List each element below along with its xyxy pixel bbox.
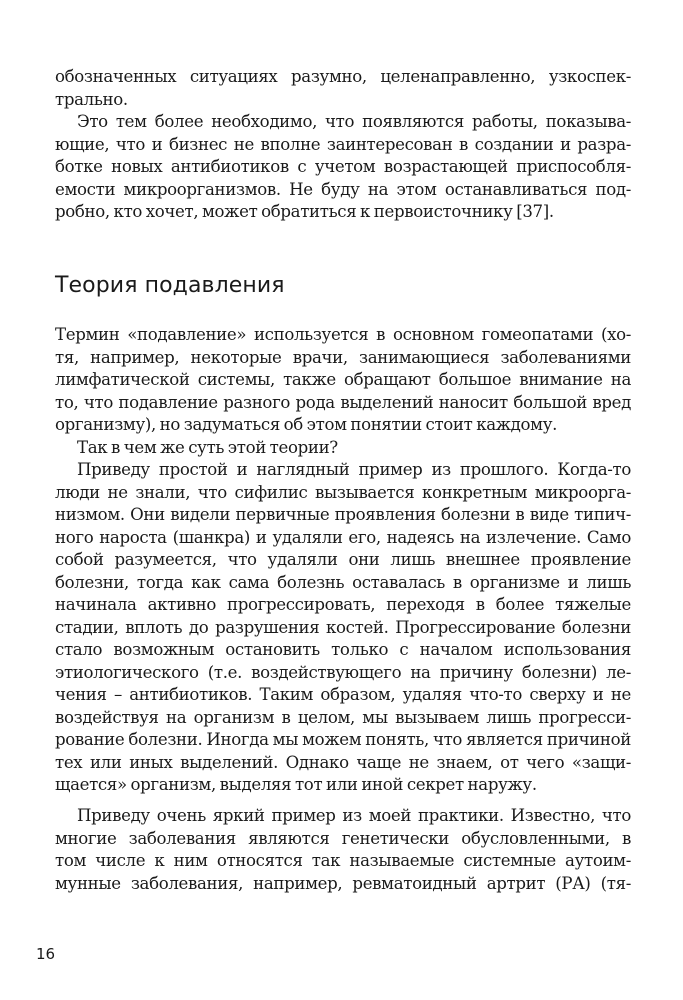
text-line: мунные заболевания, например, ревматоидный артрит (РА) (тя-: [55, 873, 631, 893]
text-line: Приведу очень яркий пример из моей практики. Известно, что: [77, 806, 631, 825]
text-block-intro: [55, 66, 631, 224]
section-heading: Теория подавления: [55, 273, 285, 298]
text-line: том числе к ним относятся так называемые системные аутоим-: [55, 851, 631, 870]
text-line: собой разумеется, что удаляли они лишь внешнее проявление: [55, 550, 631, 569]
text-line: воздействуя на организм в целом, мы вызываем лишь прогресси-: [55, 707, 631, 727]
text-line: Это тем более необходимо, что появляются работы, показыва-: [77, 112, 631, 131]
text-line: Термин «подавление» используется в основном гомеопатами (хо-: [55, 325, 631, 344]
text-line: низмом. Они видели первичные проявления болезни в виде типич-: [55, 505, 631, 524]
text-line: емости микроорганизмов. Не буду на этом останавливаться под-: [55, 179, 631, 199]
section-heading-block: [55, 272, 285, 300]
text-line: то, что подавление разного рода выделений наносит большой вред: [55, 392, 631, 412]
text-block-practice: [55, 805, 631, 895]
text-line: рование болезни. Иногда мы можем понять, что является причиной: [55, 730, 631, 749]
text-line: стадии, вплоть до разрушения костей. Прогрессирование болезни: [55, 617, 631, 637]
text-line: тех или иных выделений. Однако чаще не знаем, от чего «защи-: [55, 752, 631, 772]
text-line: щается» организм, выделяя тот или иной секрет наружу.: [55, 775, 537, 794]
text-line: тя, например, некоторые врачи, занимающиеся заболеваниями: [55, 347, 631, 367]
text-line: ющие, что и бизнес не вполне заинтересован в создании и разра-: [55, 134, 631, 154]
text-line: трально.: [55, 89, 128, 109]
text-line: ного нароста (шанкра) и удаляли его, надеясь на излечение. Само: [55, 527, 631, 547]
text-line: начинала активно прогрессировать, переходя в более тяжелые: [55, 595, 631, 614]
text-line: болезни, тогда как сама болезнь оставалась в организме и лишь: [55, 572, 631, 592]
text-line: люди не знали, что сифилис вызывается конкретным микроорга-: [55, 482, 631, 502]
text-line: робно, кто хочет, может обратиться к первоисточнику [37].: [55, 202, 554, 221]
text-line: лимфатической системы, также обращают большое внимание на: [55, 370, 631, 389]
text-line: чения – антибиотиков. Таким образом, удаляя что-то сверху и не: [55, 685, 631, 704]
text-block-suppression: [55, 324, 631, 797]
text-line: этиологического (т.е. воздействующего на причину болезни) ле-: [55, 662, 631, 682]
text-line: Приведу простой и наглядный пример из прошлого. Когда-то: [77, 460, 631, 479]
text-line: стало возможным остановить только с началом использования: [55, 640, 631, 659]
text-line: обозначенных ситуациях разумно, целенаправленно, узкоспек-: [55, 67, 631, 86]
text-line: организму), но задуматься об этом понятии стоит каждому.: [55, 415, 558, 434]
text-line: ботке новых антибиотиков с учетом возрастающей приспособля-: [55, 157, 631, 176]
page-number: 16: [36, 945, 56, 963]
text-line: Так в чем же суть этой теории?: [77, 437, 338, 457]
text-line: многие заболевания являются генетически обусловленными, в: [55, 828, 631, 848]
